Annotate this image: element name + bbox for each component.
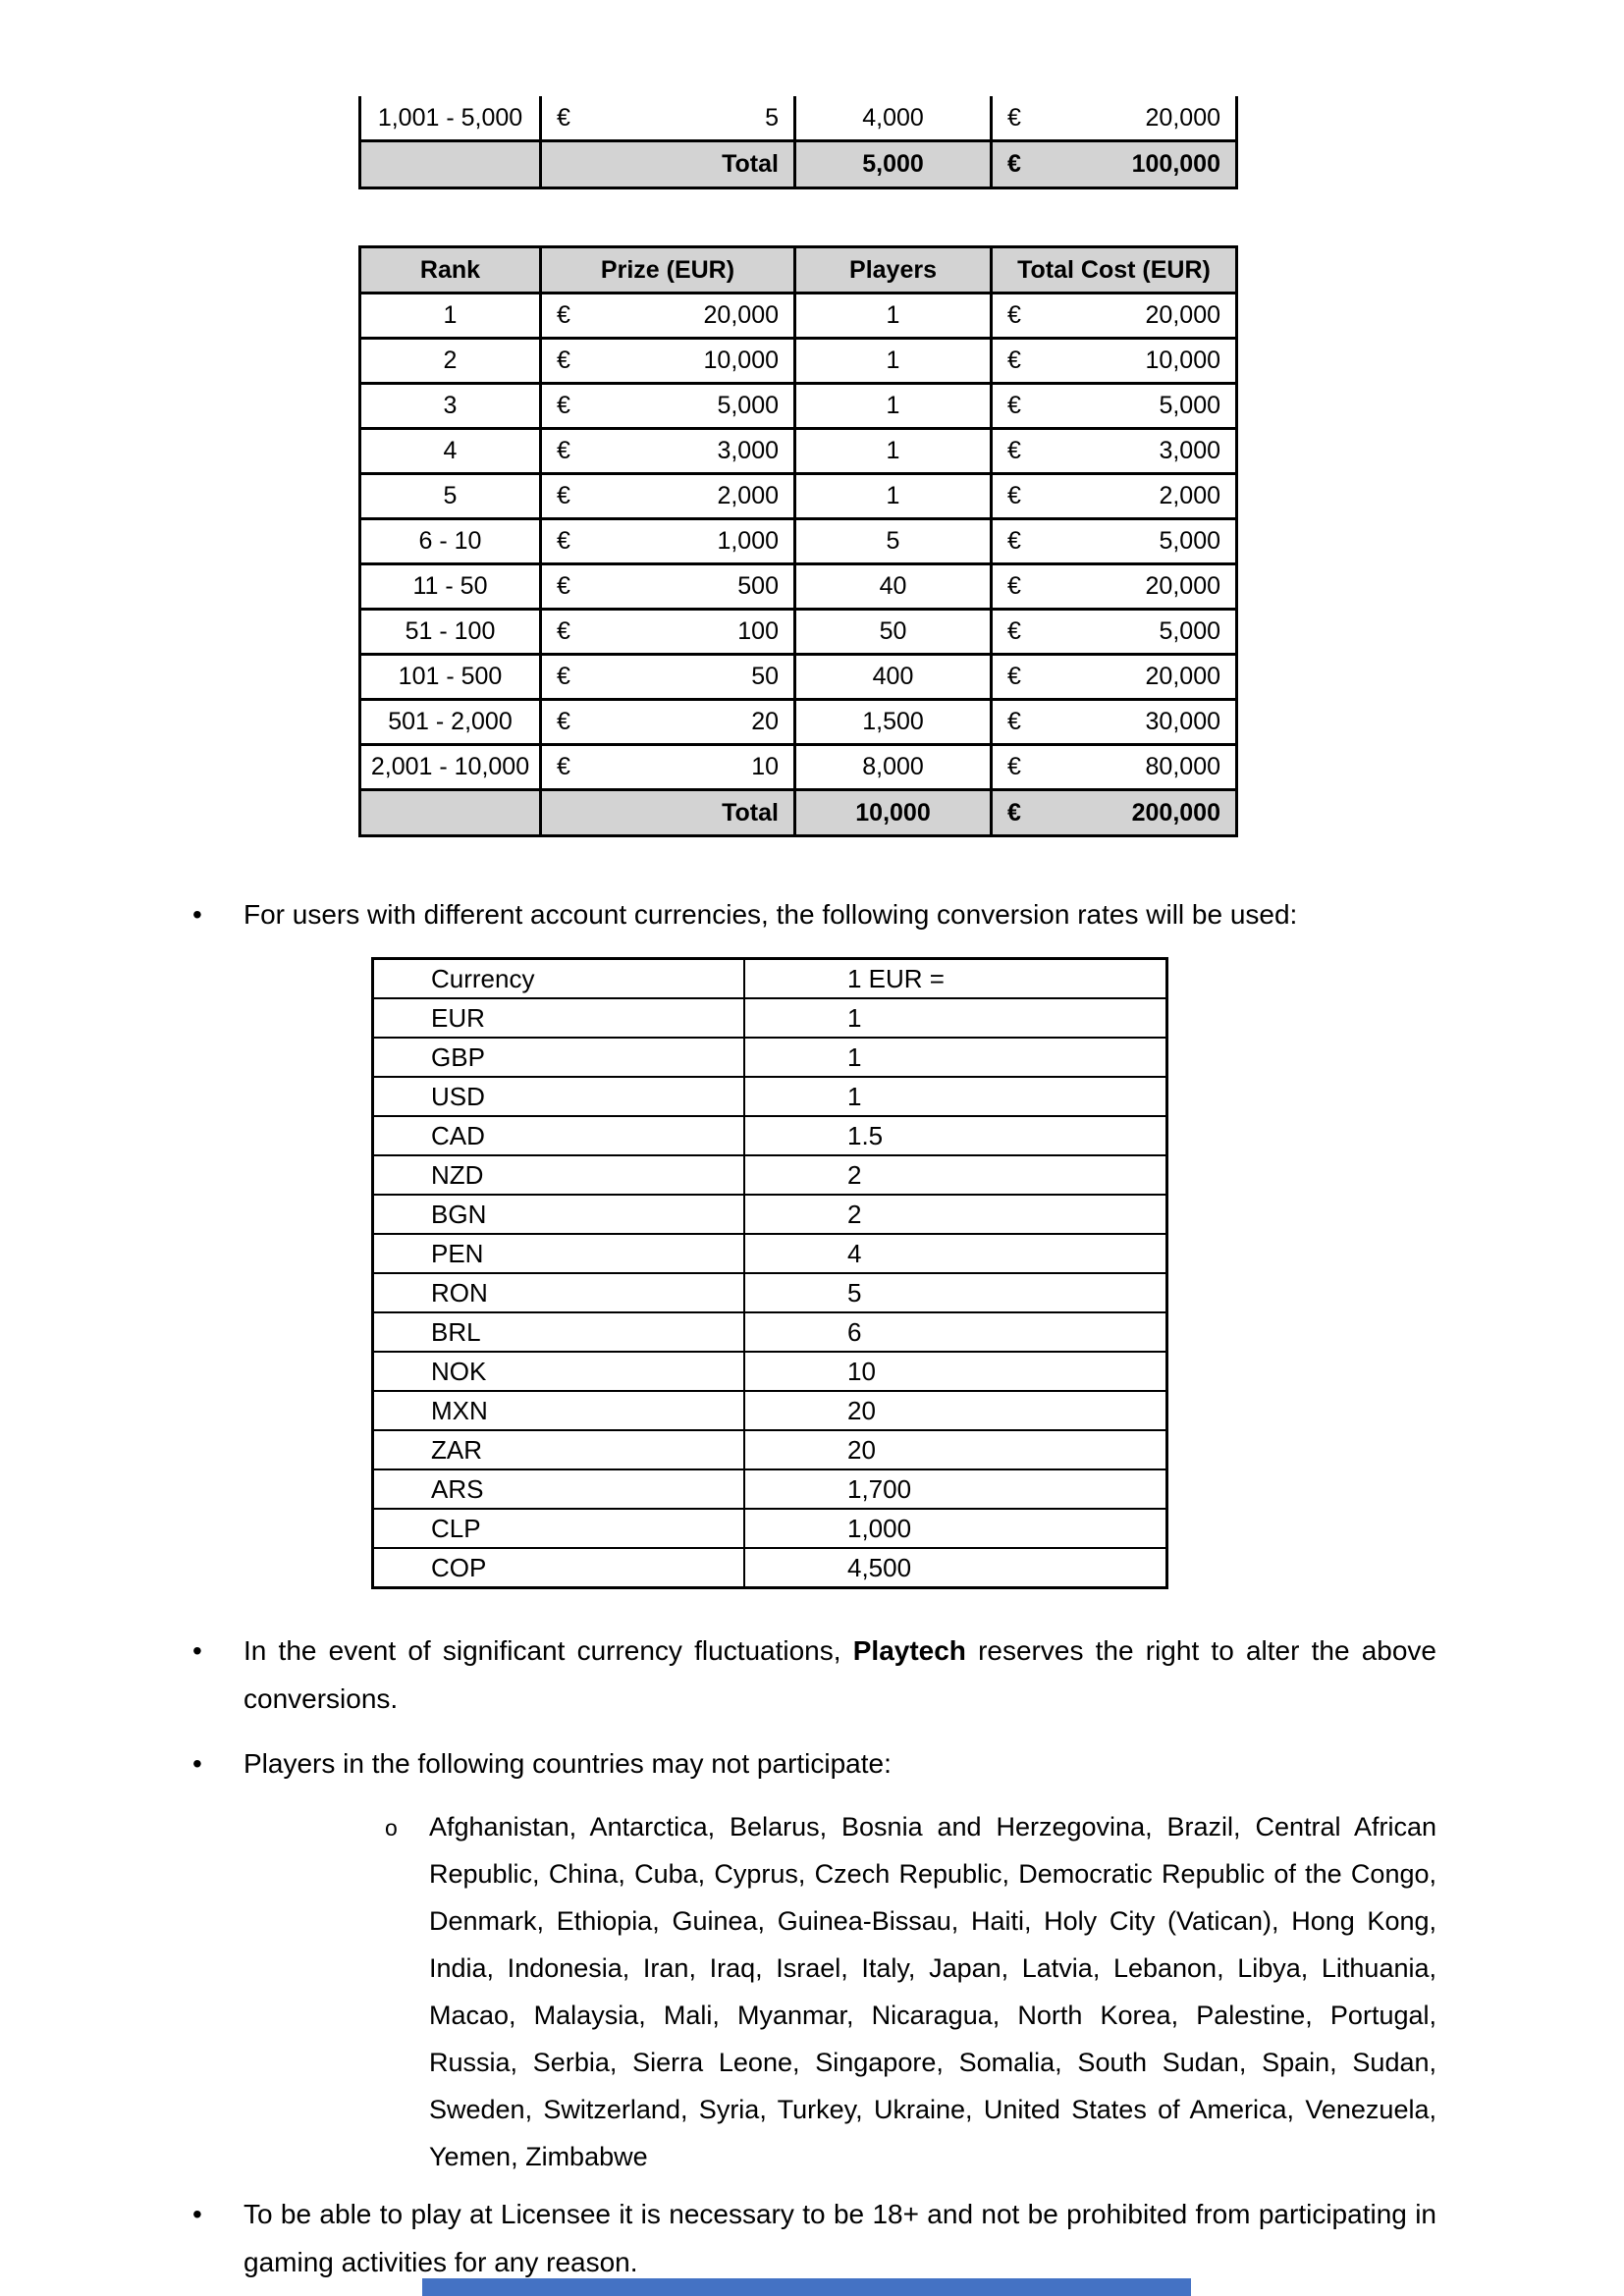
rate-header: 1 EUR = xyxy=(847,963,945,993)
table-row xyxy=(374,1390,1165,1429)
euro-symbol: € xyxy=(1007,347,1021,374)
players-cell: 8,000 xyxy=(796,746,993,788)
rate-cell: 2 xyxy=(847,1199,862,1229)
currency-cell: GBP xyxy=(374,1039,745,1076)
rank-header: Rank xyxy=(361,248,542,292)
table-row xyxy=(374,1115,1165,1154)
rate-cell: 1,000 xyxy=(847,1513,912,1543)
cost-amount: 30,000 xyxy=(1145,708,1220,735)
rank-cell: 5 xyxy=(361,475,542,517)
bullet-text-post: reserves the right to alter the above conversions. xyxy=(244,1635,1437,1714)
table-row xyxy=(361,698,1235,743)
total-label-cell: Total xyxy=(542,791,796,834)
prize-amount: 5,000 xyxy=(717,392,779,419)
prize-amount: 100 xyxy=(737,617,779,645)
cost-amount: 2,000 xyxy=(1159,482,1220,509)
rank-cell: 2 xyxy=(361,340,542,382)
total-cost-cell xyxy=(993,142,1235,187)
prize-cell xyxy=(542,565,796,608)
table-total-row xyxy=(361,788,1235,834)
table-row xyxy=(361,608,1235,653)
euro-symbol: € xyxy=(1007,437,1021,464)
table-row xyxy=(361,517,1235,562)
players-cell: 1 xyxy=(796,340,993,382)
prize-cell xyxy=(542,475,796,517)
table-row xyxy=(361,382,1235,427)
rank-cell: 1 xyxy=(361,294,542,337)
total-cost-cell xyxy=(993,565,1235,608)
bullet-text: For users with different account currencies, the following conversion rates will be used: xyxy=(244,899,1298,930)
euro-symbol: € xyxy=(557,482,570,509)
total-cost-cell xyxy=(993,656,1235,698)
total-cost-cell xyxy=(993,430,1235,472)
euro-symbol: € xyxy=(1007,753,1021,780)
bullet-text: Players in the following countries may not participate: xyxy=(244,1748,892,1779)
rank-cell: 501 - 2,000 xyxy=(361,701,542,743)
euro-symbol: € xyxy=(557,527,570,555)
rate-cell: 1.5 xyxy=(847,1120,884,1150)
bullet-text-pre: In the event of significant currency fluctuations, xyxy=(244,1635,853,1666)
table-header-row xyxy=(361,248,1235,292)
euro-symbol: € xyxy=(1007,798,1021,827)
total-cost-cell xyxy=(993,475,1235,517)
table-row xyxy=(374,1233,1165,1272)
players-cell: 1 xyxy=(796,430,993,472)
players-header: Players xyxy=(796,248,993,292)
total-cost-cell xyxy=(993,611,1235,653)
prize-amount: 1,000 xyxy=(717,527,779,555)
bullet-restricted-countries xyxy=(192,1739,1436,1788)
prize-cell xyxy=(542,746,796,788)
table-row xyxy=(374,1154,1165,1194)
partial-prize-summary-table xyxy=(358,96,1238,189)
euro-symbol: € xyxy=(557,437,570,464)
rate-cell: 1 xyxy=(847,1041,862,1072)
total-cost-cell xyxy=(993,340,1235,382)
prize-cell xyxy=(542,96,796,139)
total-cost-amount: 200,000 xyxy=(1131,798,1220,827)
bullet-conversion-rates xyxy=(192,890,1436,938)
prize-amount: 5 xyxy=(765,103,779,132)
rank-cell: 6 - 10 xyxy=(361,520,542,562)
next-section-partial-bar xyxy=(422,2278,1191,2296)
total-cost-cell xyxy=(993,385,1235,427)
bullet-icon: • xyxy=(192,2199,202,2229)
table-row xyxy=(361,292,1235,337)
euro-symbol: € xyxy=(1007,572,1021,600)
prize-header: Prize (EUR) xyxy=(542,248,796,292)
countries-list-text: Afghanistan, Antarctica, Belarus, Bosnia and Herzegovina, Brazil, Central African Republic, China, Cuba, Cyprus, Czech Republic, Democratic Republic of the Congo, Denmark, Ethiopia, Guinea, Guinea-Bissau, Haiti, Holy City (Vatican), Hong Kong, India, Indonesia, Iran, Iraq, Israel, Italy, Japan, Latvia, Lebanon, Libya, Lithuania, Macao, Malaysia, Mali, Myanmar, Nicaragua, North Korea, Palestine, Portugal, Russia, Serbia, Sierra Leone, Singapore, Somalia, South Sudan, Spain, Sudan, Sweden, Switzerland, Syria, Turkey, Ukraine, United States of America, Venezuela, Yemen, Zimbabwe xyxy=(429,1812,1436,2171)
prize-amount: 50 xyxy=(751,663,779,690)
bullet-age-requirement xyxy=(192,2190,1436,2286)
currency-cell: NOK xyxy=(374,1353,745,1390)
table-row xyxy=(361,472,1235,517)
euro-symbol: € xyxy=(1007,150,1021,178)
table-row xyxy=(374,1429,1165,1468)
euro-symbol: € xyxy=(557,617,570,645)
players-cell: 1 xyxy=(796,294,993,337)
prize-amount: 10 xyxy=(751,753,779,780)
players-cell: 400 xyxy=(796,656,993,698)
cost-amount: 5,000 xyxy=(1159,617,1220,645)
table-row xyxy=(374,1547,1165,1586)
currency-cell: CAD xyxy=(374,1117,745,1154)
cost-amount: 20,000 xyxy=(1145,301,1220,329)
cost-amount: 3,000 xyxy=(1159,437,1220,464)
total-players-cell: 10,000 xyxy=(796,791,993,834)
euro-symbol: € xyxy=(557,572,570,600)
table-row xyxy=(374,1351,1165,1390)
table-row xyxy=(361,96,1235,139)
empty-cell xyxy=(361,142,542,187)
currency-cell: ARS xyxy=(374,1470,745,1508)
prize-amount: 2,000 xyxy=(717,482,779,509)
cost-amount: 20,000 xyxy=(1145,103,1220,132)
rate-cell: 1 xyxy=(847,1002,862,1033)
prize-cell xyxy=(542,656,796,698)
rank-cell: 3 xyxy=(361,385,542,427)
cost-amount: 20,000 xyxy=(1145,572,1220,600)
euro-symbol: € xyxy=(557,708,570,735)
table-row xyxy=(374,1272,1165,1311)
total-label-cell: Total xyxy=(542,142,796,187)
table-total-row xyxy=(361,139,1235,187)
rate-cell: 1,700 xyxy=(847,1473,912,1504)
euro-symbol: € xyxy=(1007,617,1021,645)
rank-cell: 101 - 500 xyxy=(361,656,542,698)
sub-bullet-countries-list xyxy=(385,1803,1436,2180)
euro-symbol: € xyxy=(1007,482,1021,509)
table-row xyxy=(374,1508,1165,1547)
euro-symbol: € xyxy=(557,753,570,780)
bullet-currency-fluctuations xyxy=(192,1627,1437,1723)
rank-cell: 4 xyxy=(361,430,542,472)
bullet-icon: • xyxy=(192,1748,202,1779)
euro-symbol: € xyxy=(557,301,570,329)
prize-cell xyxy=(542,701,796,743)
bullet-text: To be able to play at Licensee it is necessary to be 18+ and not be prohibited from participating in gaming activities for any reason. xyxy=(244,2199,1436,2277)
players-cell: 5 xyxy=(796,520,993,562)
rate-cell: 10 xyxy=(847,1356,876,1386)
table-row xyxy=(374,997,1165,1037)
euro-symbol: € xyxy=(557,392,570,419)
table-row xyxy=(374,1194,1165,1233)
euro-symbol: € xyxy=(1007,708,1021,735)
prize-amount: 20,000 xyxy=(703,301,779,329)
currency-header: Currency xyxy=(374,960,745,997)
players-cell: 50 xyxy=(796,611,993,653)
prize-amount: 10,000 xyxy=(703,347,779,374)
table-row xyxy=(374,1311,1165,1351)
table-row xyxy=(374,1037,1165,1076)
currency-cell: BGN xyxy=(374,1196,745,1233)
currency-cell: RON xyxy=(374,1274,745,1311)
euro-symbol: € xyxy=(1007,392,1021,419)
currency-cell: COP xyxy=(374,1549,745,1586)
total-cost-amount: 100,000 xyxy=(1131,150,1220,178)
currency-cell: PEN xyxy=(374,1235,745,1272)
rank-range-cell: 1,001 - 5,000 xyxy=(361,96,542,139)
prize-cell xyxy=(542,385,796,427)
brand-name: Playtech xyxy=(852,1635,966,1666)
bullet-icon: • xyxy=(192,899,202,930)
total-cost-header: Total Cost (EUR) xyxy=(993,248,1235,292)
prize-amount: 3,000 xyxy=(717,437,779,464)
rate-cell: 1 xyxy=(847,1081,862,1111)
prize-breakdown-table xyxy=(358,245,1238,837)
currency-conversion-table xyxy=(371,957,1168,1589)
euro-symbol: € xyxy=(1007,663,1021,690)
table-row xyxy=(361,653,1235,698)
prize-cell xyxy=(542,430,796,472)
euro-symbol: € xyxy=(1007,527,1021,555)
total-cost-cell xyxy=(993,294,1235,337)
rate-cell: 4 xyxy=(847,1238,862,1268)
euro-symbol: € xyxy=(557,663,570,690)
table-row xyxy=(361,743,1235,788)
prize-cell xyxy=(542,520,796,562)
rate-cell: 6 xyxy=(847,1316,862,1347)
currency-cell: CLP xyxy=(374,1510,745,1547)
table-row xyxy=(361,427,1235,472)
currency-cell: NZD xyxy=(374,1156,745,1194)
rate-cell: 5 xyxy=(847,1277,862,1308)
euro-symbol: € xyxy=(1007,301,1021,329)
rank-cell: 51 - 100 xyxy=(361,611,542,653)
table-row xyxy=(361,562,1235,608)
rate-cell: 20 xyxy=(847,1434,876,1465)
empty-cell xyxy=(361,791,542,834)
total-players-cell: 5,000 xyxy=(796,142,993,187)
currency-cell: ZAR xyxy=(374,1431,745,1468)
players-cell: 1 xyxy=(796,385,993,427)
cost-amount: 10,000 xyxy=(1145,347,1220,374)
euro-symbol: € xyxy=(1007,103,1021,132)
cost-amount: 5,000 xyxy=(1159,392,1220,419)
table-row xyxy=(374,1468,1165,1508)
currency-cell: USD xyxy=(374,1078,745,1115)
currency-cell: MXN xyxy=(374,1392,745,1429)
table-row xyxy=(361,337,1235,382)
rate-cell: 4,500 xyxy=(847,1552,912,1582)
prize-cell xyxy=(542,340,796,382)
table-row xyxy=(374,1076,1165,1115)
cost-amount: 80,000 xyxy=(1145,753,1220,780)
euro-symbol: € xyxy=(557,103,570,132)
table-header-row xyxy=(374,960,1165,997)
euro-symbol: € xyxy=(557,347,570,374)
total-cost-cell xyxy=(993,701,1235,743)
prize-amount: 500 xyxy=(737,572,779,600)
total-cost-cell xyxy=(993,746,1235,788)
players-cell: 4,000 xyxy=(796,96,993,139)
cost-amount: 20,000 xyxy=(1145,663,1220,690)
players-cell: 1,500 xyxy=(796,701,993,743)
players-cell: 40 xyxy=(796,565,993,608)
rank-cell: 2,001 - 10,000 xyxy=(361,746,542,788)
currency-cell: EUR xyxy=(374,999,745,1037)
cost-amount: 5,000 xyxy=(1159,527,1220,555)
bullet-icon: • xyxy=(192,1635,202,1666)
total-cost-cell xyxy=(993,791,1235,834)
prize-cell xyxy=(542,611,796,653)
players-cell: 1 xyxy=(796,475,993,517)
total-cost-cell xyxy=(993,520,1235,562)
prize-cell xyxy=(542,294,796,337)
rate-cell: 2 xyxy=(847,1159,862,1190)
currency-cell: BRL xyxy=(374,1313,745,1351)
total-cost-cell xyxy=(993,96,1235,139)
sub-bullet-icon: o xyxy=(385,1815,398,1841)
rank-cell: 11 - 50 xyxy=(361,565,542,608)
prize-amount: 20 xyxy=(751,708,779,735)
rate-cell: 20 xyxy=(847,1395,876,1425)
